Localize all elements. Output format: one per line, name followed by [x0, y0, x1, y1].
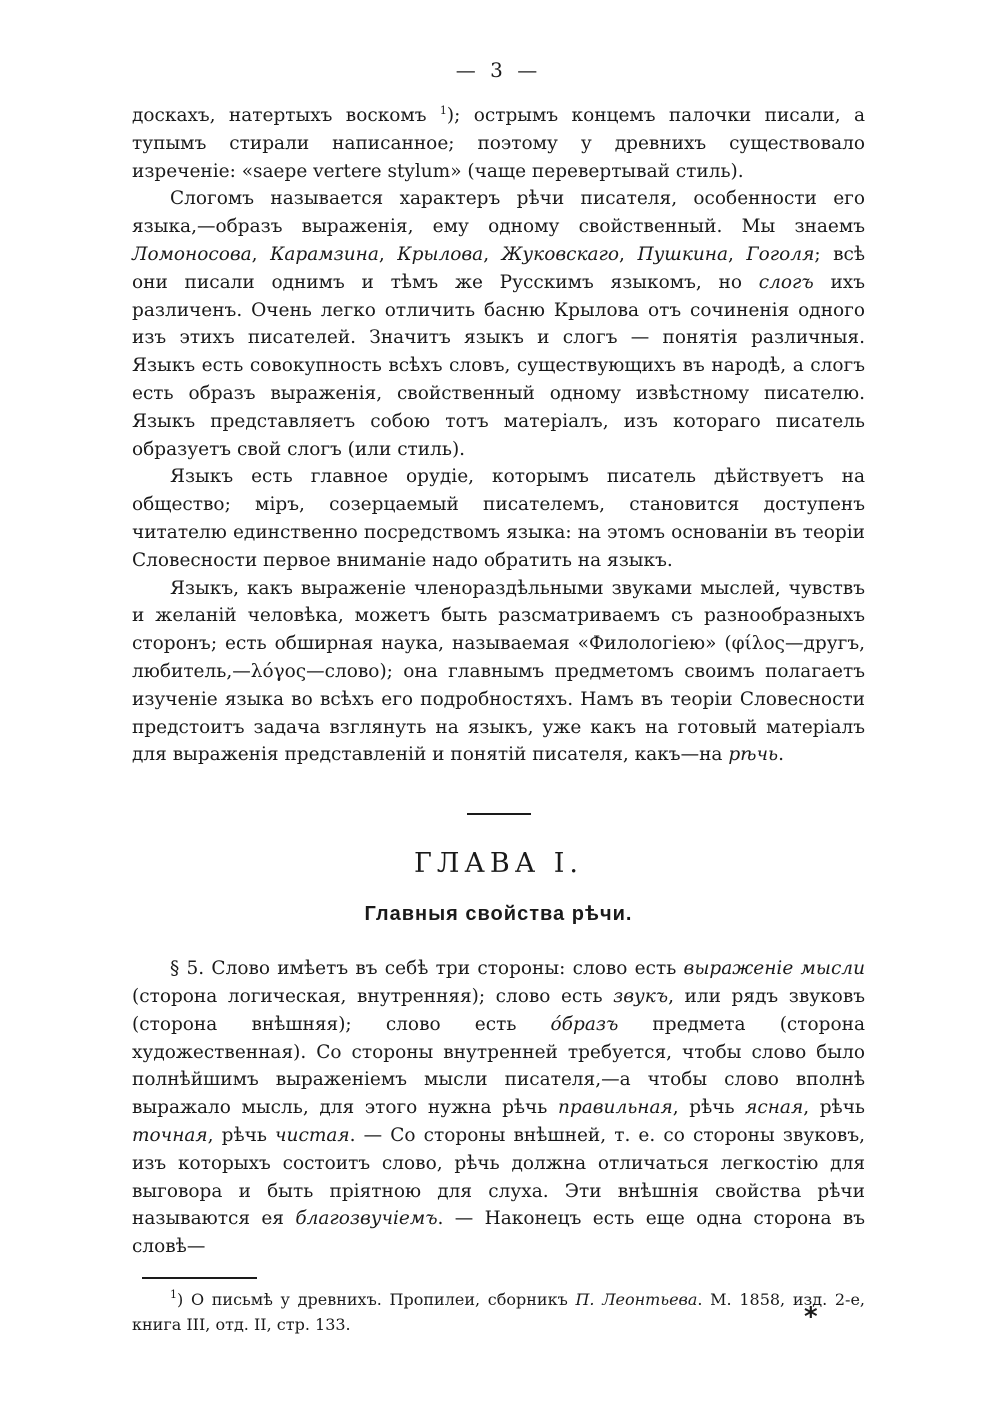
text-segment: ); острымъ концемъ палочки писали, а тупымъ стирали написанное; поэтому у древнихъ существовало изреченіе: «saepe vertere stylum» (чаще перевертывай стиль). — [132, 105, 865, 182]
emphasis: Пушкина — [637, 243, 729, 265]
text-segment: . — Со стороны внѣшней, т. е. со стороны звуковъ, изъ которыхъ состоитъ слово, рѣчь должна отличаться легкостію для выговора и быть пріятною для слуха. Эти внѣшнія свойства рѣчи называются ея — [132, 1124, 865, 1230]
emphasis: рѣчь — [728, 744, 779, 766]
emphasis: благозвучіемъ — [295, 1208, 438, 1230]
text-segment: . — Наконецъ есть еще одна сторона въ словѣ— — [132, 1208, 866, 1258]
text-segment: предмета (сторона художественная). Со стороны внутренней требуется, чтобы слово было полнѣйшимъ выраженіемъ мысли писателя,—а чтобы слово вполнѣ выражало мысль, для этого нужна рѣчь — [132, 1013, 865, 1119]
emphasis: слогъ — [758, 271, 814, 293]
text-segment: , рѣчь — [803, 1097, 865, 1119]
paragraph-5 — [132, 955, 865, 1261]
text-segment: доскахъ, натертыхъ воскомъ — [132, 105, 440, 126]
text-segment: , — [619, 243, 638, 265]
page-number: — 3 — — [455, 58, 542, 82]
emphasis: ясная — [745, 1097, 804, 1119]
text-segment: , рѣчь — [672, 1097, 746, 1119]
paragraph-1 — [132, 102, 865, 185]
emphasis: П. Леонтьева — [575, 1289, 698, 1309]
chapter-subtitle: Главныя свойства рѣчи. — [364, 903, 633, 926]
text-segment: Слогомъ называется характеръ рѣчи писателя, особенности его языка,—образъ выраженія, ему одному свойственный. Мы знаемъ — [132, 188, 865, 238]
footnote — [132, 1287, 865, 1337]
text-segment: Языкъ, какъ выраженіе членораздѣльными звуками мыслей, чувствъ и желаній человѣка, можетъ быть разсматриваемъ съ разнообразныхъ сторонъ; есть обширная наука, называемая «Филологіею» (φίλος—другъ, любитель,—λόγος—слово); она главнымъ предметомъ своимъ полагаетъ изученіе языка во всѣхъ его подробностяхъ. Намъ въ теоріи Словесности предстоитъ задача взглянуть на языкъ, уже какъ на готовый матеріалъ для выраженія представленій и понятій писателя, какъ—на — [132, 577, 865, 766]
text-segment: ихъ различенъ. Очень легко отличить басню Крылова отъ сочиненія одного изъ этихъ писателей. Значитъ языкъ и слогъ — понятія различныя. Языкъ есть совокупность всѣхъ словъ, существующихъ въ народѣ, а слогъ есть образъ выраженія, свойственный одному извѣстному писателю. Языкъ представляетъ собою тотъ матеріалъ, изъ котораго писатель образуетъ свой слогъ (или стиль). — [132, 271, 865, 460]
chapter-heading: ГЛАВА I. — [414, 848, 583, 880]
paragraph-2 — [132, 185, 865, 463]
footnote-reference: 1 — [439, 104, 447, 117]
section-divider — [467, 813, 531, 815]
page — [132, 58, 865, 1337]
text-segment: , — [251, 243, 271, 265]
emphasis: Гоголя — [746, 243, 815, 265]
text-segment: . — [778, 744, 784, 766]
text-segment: Языкъ есть главное орудіе, которымъ писатель дѣйствуетъ на общество; міръ, созерцаемый писателемъ, становится доступенъ читателю единственно посредствомъ языка: на этомъ основаніи въ теоріи Словесности первое вниманіе надо обратить на языкъ. — [132, 466, 865, 571]
emphasis: Жуковскаго — [501, 243, 620, 265]
emphasis: Ломоносова — [132, 243, 252, 265]
footnote-mark: 1 — [170, 1287, 177, 1301]
text-segment: , рѣчь — [207, 1124, 276, 1146]
text-segment: (сторона логическая, внутренняя); слово есть — [132, 985, 614, 1007]
text-segment: , — [728, 243, 747, 265]
footnote-divider — [142, 1277, 257, 1279]
text-segment: , — [483, 243, 502, 265]
text-segment: ; всѣ они писали однимъ и тѣмъ же Русскимъ языкомъ, но — [132, 243, 866, 293]
emphasis: точная — [132, 1124, 208, 1146]
paragraph-3 — [132, 463, 865, 574]
emphasis: Крылова — [397, 243, 484, 265]
emphasis: óбразъ — [550, 1013, 619, 1035]
paragraph-4 — [132, 575, 865, 770]
text-segment: § 5. Слово имѣетъ въ себѣ три стороны: слово есть — [170, 958, 684, 980]
text-segment: . М. 1858, изд. 2-е, книга III, отд. II, стр. 133. — [132, 1289, 866, 1334]
signature-mark: * — [804, 1302, 818, 1332]
text-segment: , — [378, 243, 398, 265]
emphasis: чистая — [275, 1124, 350, 1146]
emphasis: выраженіе мысли — [683, 958, 866, 980]
text-segment: ) О письмѣ у древнихъ. Пропилеи, сборникъ — [177, 1289, 576, 1309]
text-segment: , или рядъ звуковъ (сторона внѣшняя); слово есть — [132, 985, 866, 1035]
emphasis: звукъ — [613, 985, 669, 1007]
emphasis: Карамзина — [270, 243, 379, 265]
emphasis: правильная — [557, 1097, 673, 1119]
